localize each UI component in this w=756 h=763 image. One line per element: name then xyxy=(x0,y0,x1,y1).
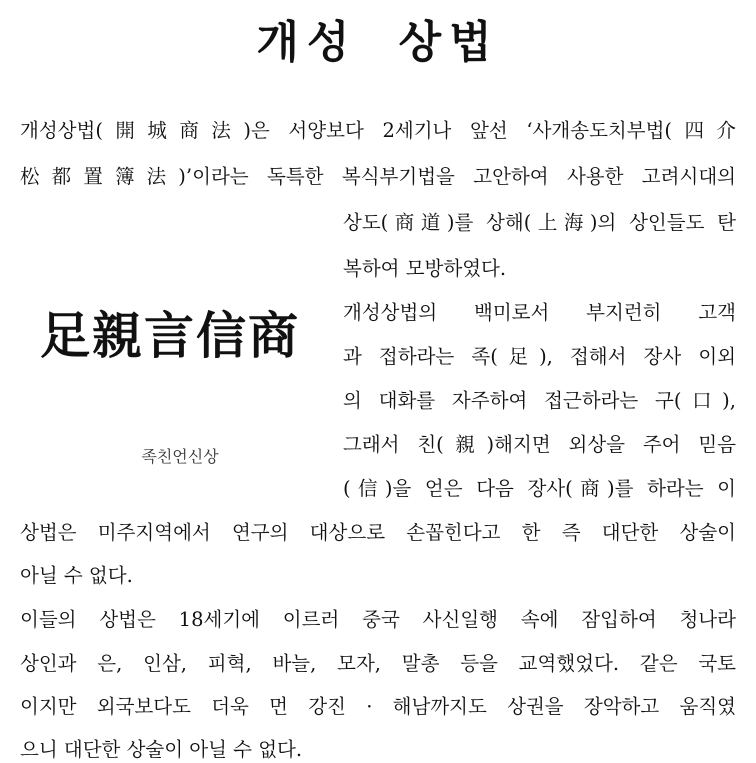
text-line: 상법은 미주지역에서 연구의 대상으로 손꼽힌다고 한 즉 대단한 상술이 xyxy=(20,521,736,544)
text-line: 의 대화를 자주하여 접근하라는 구(口), xyxy=(343,389,736,412)
text-line: 그래서 친(親)해지면 외상을 주어 믿음 xyxy=(343,433,736,456)
text-line: 상인과 은, 인삼, 피혁, 바늘, 모자, 말총 등을 교역했었다. 같은 국토 xyxy=(20,652,736,675)
text-line: 과 접하라는 족(足), 접해서 장사 이외 xyxy=(343,345,736,368)
page-title: 개성 상법 xyxy=(256,17,500,68)
text-line: 복하여 모방하였다. xyxy=(343,257,507,280)
text-line: (信)을 얻은 다음 장사(商)를 하라는 이 xyxy=(343,477,736,500)
text-line: 이지만 외국보다도 더욱 먼 강진 · 해남까지도 상권을 장악하고 움직였 xyxy=(20,695,736,718)
calligraphy-image: 足親言信商 xyxy=(40,306,300,365)
text-line: 개성상법(開城商法)은 서양보다 2세기나 앞선 ‘사개송도치부법(四介 xyxy=(20,119,736,142)
text-line: 으니 대단한 상술이 아닐 수 없다. xyxy=(20,738,303,761)
text-line: 개성상법의 백미로서 부지런히 고객 xyxy=(343,301,736,324)
text-line: 상도(商道)를 상해(上海)의 상인들도 탄 xyxy=(343,211,736,234)
text-line: 松都置簿法)’이라는 독특한 복식부기법을 고안하여 사용한 고려시대의 xyxy=(20,165,736,188)
text-line: 아닐 수 없다. xyxy=(20,564,133,587)
text-line: 이들의 상법은 18세기에 이르러 중국 사신일행 속에 잠입하여 청나라 xyxy=(20,608,736,631)
figure-caption: 족친언신상 xyxy=(141,447,219,466)
